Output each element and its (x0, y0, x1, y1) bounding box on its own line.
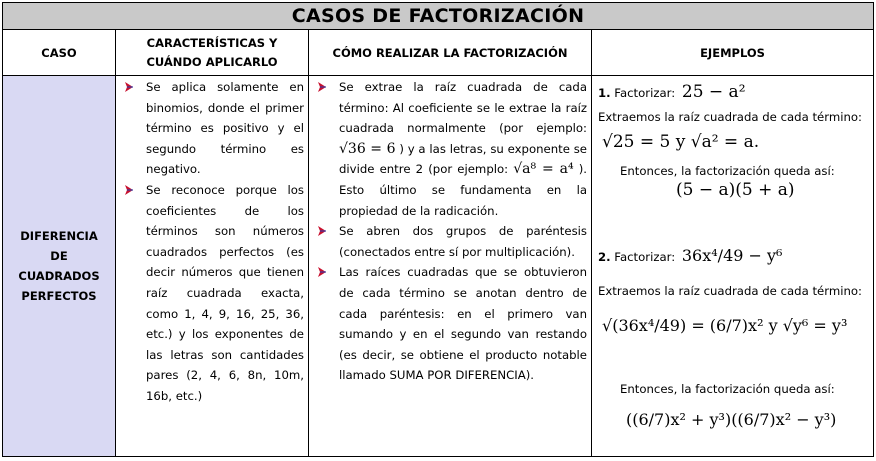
example-2-roots: √(36x⁴/49) = (6/7)x² y √y⁶ = y³ (602, 316, 848, 335)
list-item-text: Se abren dos grupos de paréntesis (conectados entre sí por multiplicación). (339, 224, 587, 259)
example-2-conclusion: Entonces, la factorización queda así: (620, 382, 835, 396)
header-caso: CASO (3, 30, 116, 76)
como-text-b: ) y a las letras, su exponente se divide entre 2 (por ejemplo: (339, 141, 587, 177)
case-name-line: DIFERENCIA (20, 229, 98, 243)
example-2-prompt: Factorizar: (614, 250, 676, 264)
ejemplos-box (592, 76, 873, 456)
example-2-expression: 36x⁴/49 − y⁶ (681, 246, 783, 265)
list-item (313, 262, 587, 386)
math-example-1: √36 = 6 (339, 140, 396, 157)
example-1-heading (598, 82, 746, 102)
header-ejemplos: EJEMPLOS (592, 30, 874, 76)
factorization-table (2, 2, 874, 457)
como-list (313, 77, 587, 386)
arrow-bullet-icon (124, 81, 134, 93)
list-item-text: Se reconoce porque los coeficientes de los términos son números cuadrados perfectos (es decir números que tienen raíz cuadrada exacta, como 1, 4, 9, 16, 25, 36, etc.) y los exponentes de las letras son cantidades pares (2, 4, 6, 8n, 10m, 16b, etc.) (146, 182, 304, 403)
list-item (313, 221, 587, 262)
list-item (120, 180, 304, 407)
example-2-instruction: Extraemos la raíz cuadrada de cada término: (598, 284, 862, 298)
table-title: CASOS DE FACTORIZACIÓN (3, 3, 874, 30)
como-cell (309, 76, 592, 457)
example-1-conclusion: Entonces, la factorización queda así: (620, 164, 835, 178)
header-como: CÓMO REALIZAR LA FACTORIZACIÓN (309, 30, 592, 76)
case-cell (3, 76, 116, 457)
example-2-heading (598, 246, 782, 265)
case-name-line: DE (50, 249, 68, 263)
list-item (120, 77, 304, 180)
arrow-bullet-icon (317, 266, 327, 278)
ejemplos-cell (592, 76, 874, 457)
como-text-c: ). Esto último se fundamenta en la propiedad de la radicación. (339, 162, 588, 218)
list-item (313, 77, 587, 221)
example-2-result: ((6/7)x² + y³)((6/7)x² − y³) (626, 410, 837, 429)
example-1-prompt: Factorizar: (614, 86, 676, 100)
arrow-bullet-icon (124, 184, 134, 196)
example-1-result: (5 − a)(5 + a) (676, 180, 795, 200)
math-example-2: √a⁸ = a⁴ (513, 161, 574, 178)
arrow-bullet-icon (317, 225, 327, 237)
arrow-bullet-icon (317, 81, 327, 93)
como-text-a: Se extrae la raíz cuadrada de cada término: Al coeficiente se le extrae la raíz cuadrada normalmente (por ejemplo: (339, 80, 587, 136)
list-item-text: Las raíces cuadradas que se obtuvieron de cada término se anotan dentro de cada paréntesis: en el primero van sumando y en el segundo van restando (es decir, se obtiene el producto notable llamado SUMA POR DIFERENCIA). (339, 265, 587, 383)
case-name-line: PERFECTOS (21, 289, 97, 303)
example-1-roots: √25 = 5 y √a² = a. (602, 132, 760, 152)
example-1-expression: 25 − a² (681, 82, 746, 102)
example-1-instruction: Extraemos la raíz cuadrada de cada término: (598, 110, 862, 124)
header-caracteristicas: CARACTERÍSTICAS Y CUÁNDO APLICARLO (116, 30, 309, 76)
case-name-line: CUADRADOS (18, 269, 100, 283)
list-item-text: Se aplica solamente en binomios, donde el primer término es positivo y el segundo término es negativo. (146, 80, 304, 177)
example-1-number: 1. (598, 86, 611, 100)
caracteristicas-list (120, 77, 304, 407)
caracteristicas-cell (116, 76, 309, 457)
example-2-number: 2. (598, 250, 611, 264)
